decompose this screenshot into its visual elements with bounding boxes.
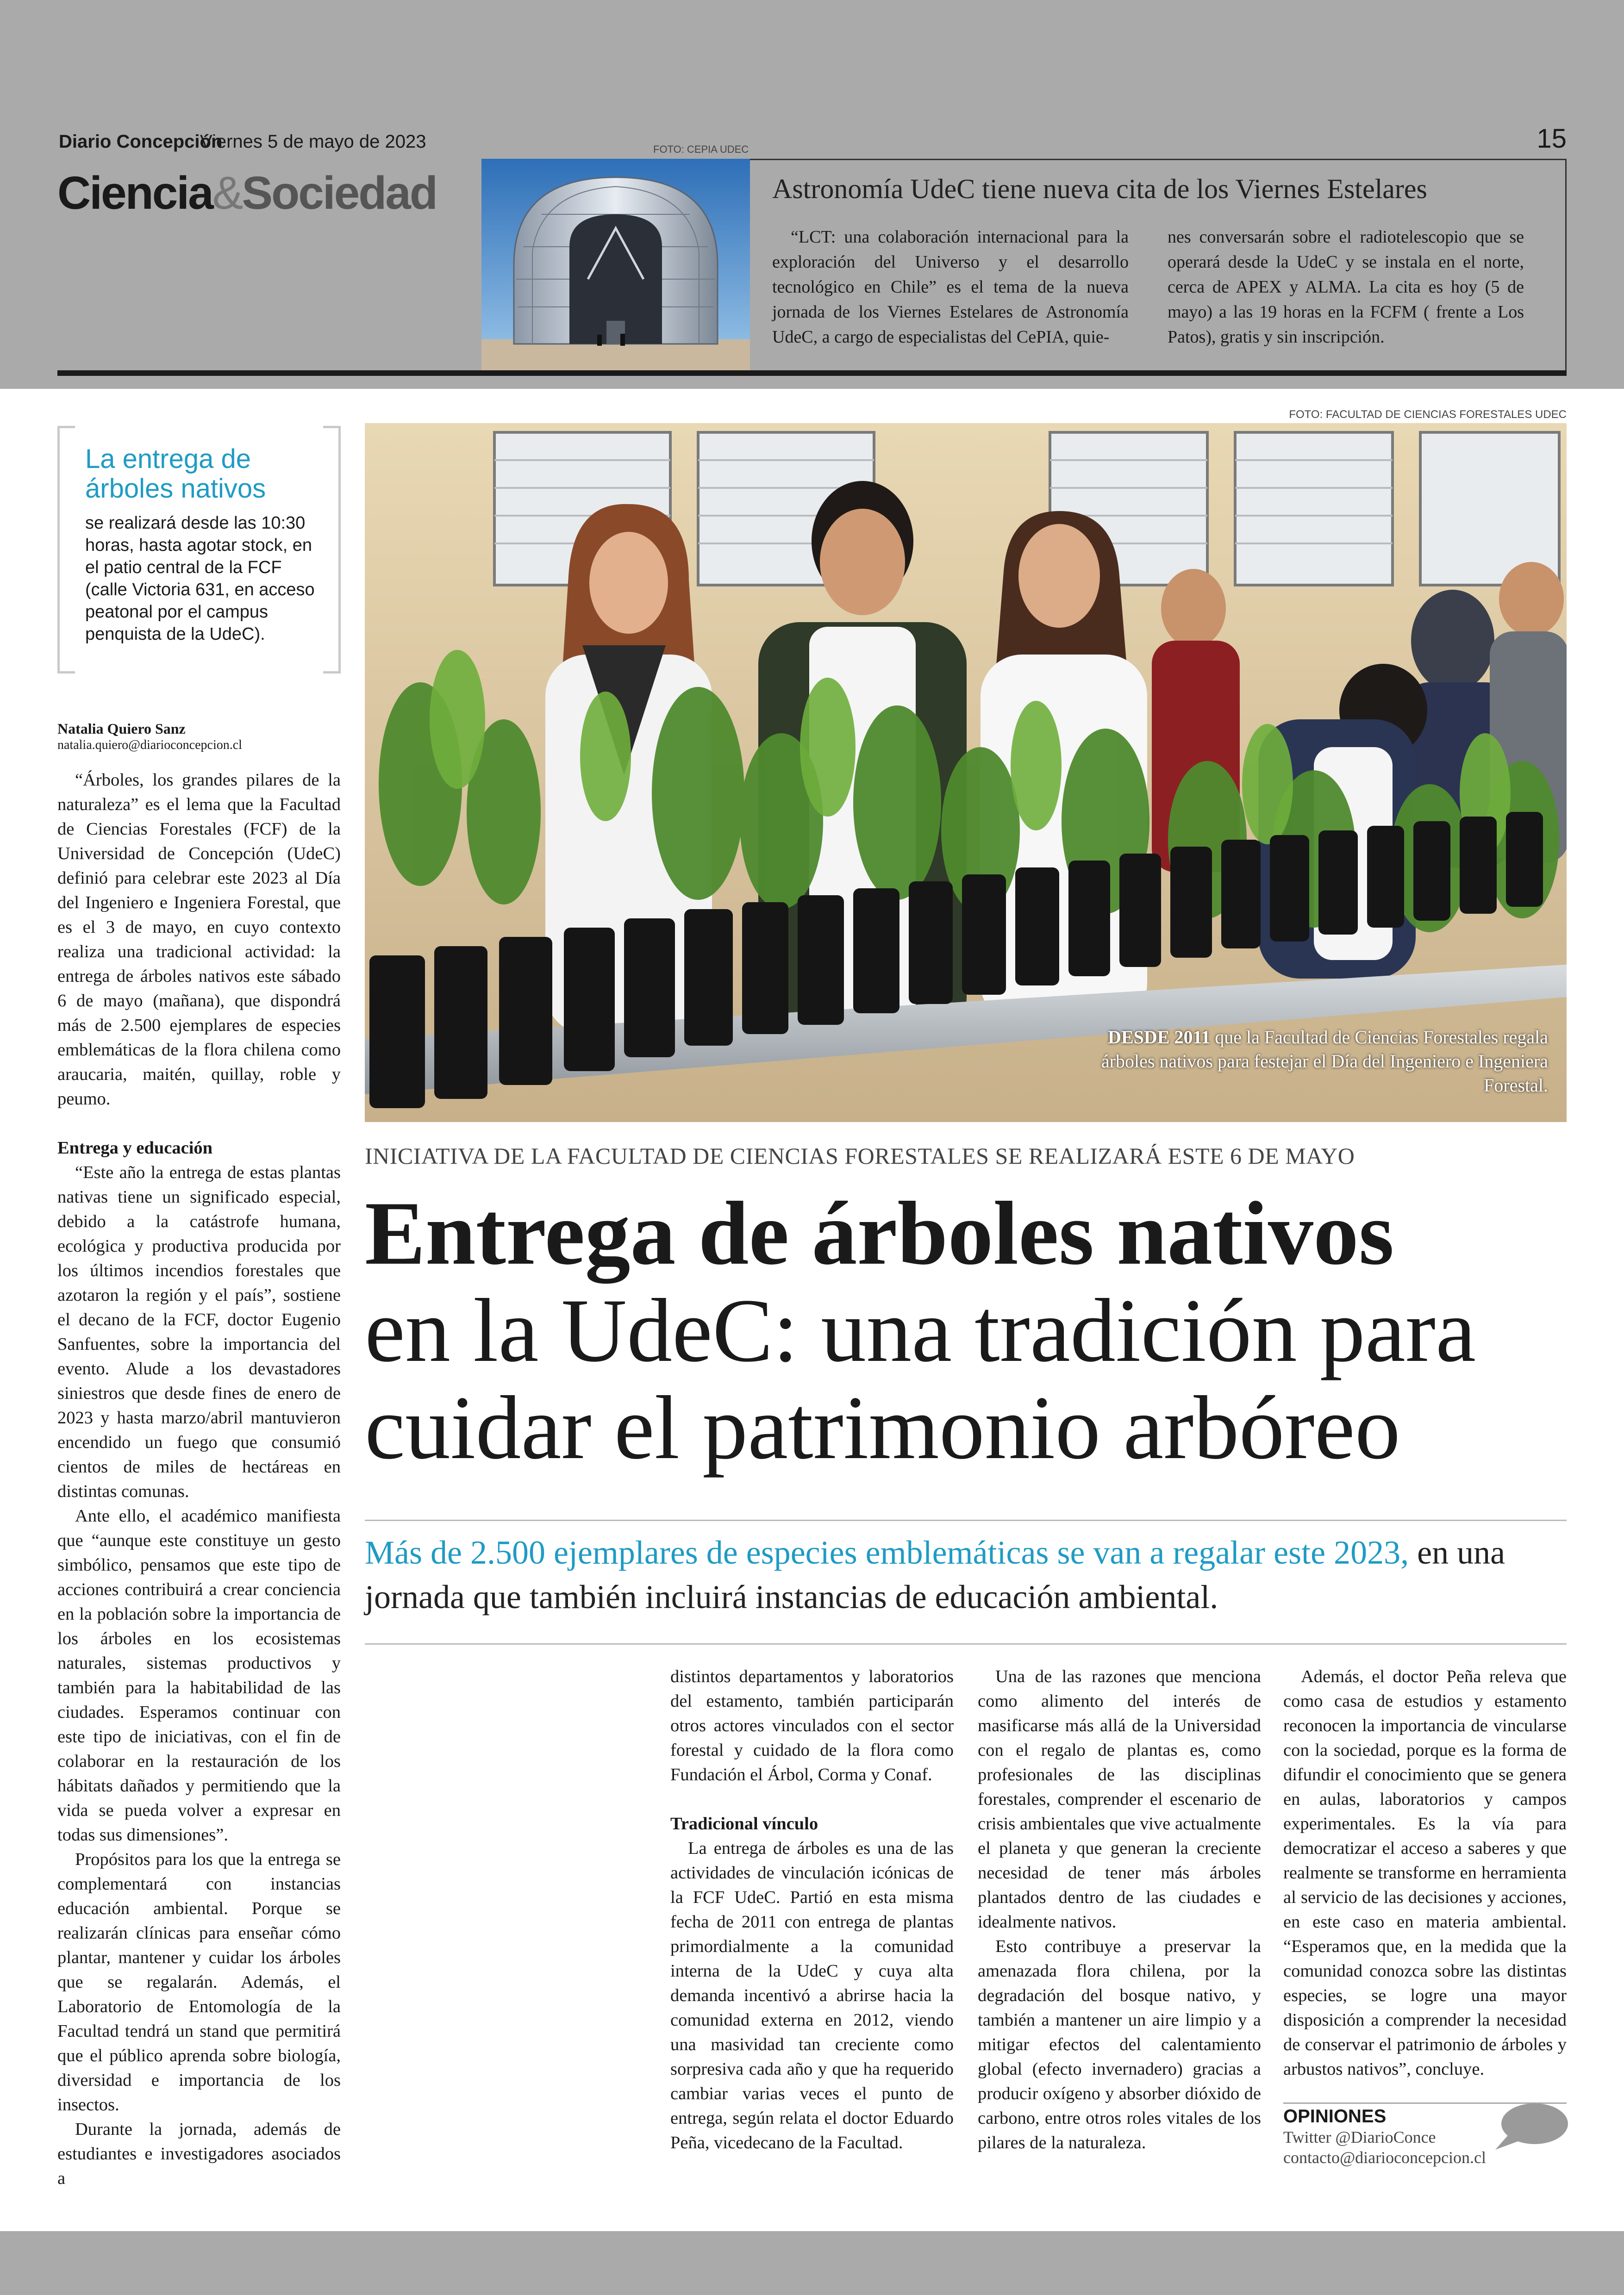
info-box [57, 426, 341, 674]
deck-top-rule [365, 1520, 1567, 1521]
brief-title: Astronomía UdeC tiene nueva cita de los Viernes Estelares [772, 174, 1427, 204]
observatory-photo [481, 159, 750, 371]
article-column-4 [1283, 1665, 1567, 2082]
info-box-text: se realizará desde las 10:30 horas, hasta agotar stock, en el patio central de la FCF (calle Victoria 631, en acceso peatonal por el campus penquista de la UdeC). [85, 513, 315, 644]
newspaper-name: Diario Concepción [59, 131, 223, 152]
section-title-part1: Ciencia [57, 167, 212, 219]
info-box-title: La entrega de árboles nativos [85, 444, 266, 504]
opiniones-email: contacto@diarioconcepcion.cl [1283, 2148, 1486, 2167]
photo-caption [1085, 1025, 1548, 1098]
article-column-2 [670, 1665, 954, 2155]
article-deck [365, 1530, 1567, 1619]
article-subhead: Entrega y educación [57, 1138, 213, 1158]
article-paragraph: “Árboles, los grandes pilares de la naturaleza” es el lema que la Facultad de Ciencias Forestales (FCF) de la Universidad de Concepción (UdeC) definió para celebrar este 2023 al Día del Ingeniero e Ingeniera Forestal, que es el 3 de mayo, en cuyo contexto realiza una tradicional actividad: la entrega de árboles nativos este sábado 6 de mayo (mañana), que dispondrá más de 2.500 ejemplares de especies emblemáticas de la flora chilena como araucaria, maitén, quillay, roble y peumo. [57, 770, 341, 1109]
photo-caption-text: que la Facultad de Ciencias Forestales regala árboles nativos para festejar el Día del Ingeniero e Ingeniera Forestal. [1101, 1027, 1548, 1096]
photo-caption-lead: DESDE 2011 [1108, 1027, 1211, 1048]
deck-highlight: Más de 2.500 ejemplares de especies emblemáticas se van a regalar este 2023, [365, 1534, 1409, 1571]
brief-column-2: nes conversarán sobre el radiotelescopio que se operará desde la UdeC y se instala en el norte, cerca de APEX y ALMA. La cita es hoy (5 de mayo) a las 19 horas en la FCFM ( frente a Los Patos), gratis y sin inscripción. [1168, 227, 1524, 347]
brief-photo-credit: FOTO: CEPIA UDEC [653, 143, 749, 155]
article-kicker: INICIATIVA DE LA FACULTAD DE CIENCIAS FORESTALES SE REALIZARÁ ESTE 6 DE MAYO [365, 1143, 1355, 1169]
article-paragraph: distintos departamentos y laboratorios del estamento, también participarán otros actores vinculados con el sector forestal y cuidado de la flora como Fundación el Árbol, Corma y Conaf. [670, 1667, 954, 1784]
issue-date: Viernes 5 de mayo de 2023 [200, 131, 426, 152]
article-paragraph: Una de las razones que menciona como alimento del interés de masificarse más allá de la Universidad con el regalo de plantas es, como profesionales de las disciplinas forestales, comprender el escenario de crisis ambientales que vive actualmente el planeta y que generan la creciente necesidad de tener más árboles plantados dentro de las ciudades e idealmente nativos. [978, 1667, 1261, 1932]
section-title [57, 167, 437, 220]
deck-bottom-rule [365, 1643, 1567, 1645]
article-paragraph: “Este año la entrega de estas plantas nativas tiene un significado especial, debido a la catástrofe humana, ecológica y productiva producida por los últimos incendios forestales que azotaron la región y el país”, sostiene el decano de la FCF, doctor Eugenio Sanfuentes, sobre la importancia del evento. Alude a los devastadores siniestros que desde fines de enero de 2023 y hasta marzo/abril mantuvieron encendido un fuego que consumió cientos de miles de hectáreas en distintas comunas. [57, 1163, 341, 1501]
info-box-left-bracket [57, 426, 75, 674]
article-paragraph: Durante la jornada, además de estudiantes e investigadores asociados a [57, 2120, 341, 2188]
article-column-1 [57, 768, 341, 2191]
opiniones-title: OPINIONES [1283, 2106, 1387, 2127]
article-subhead: Tradicional vínculo [670, 1814, 818, 1834]
article-paragraph: Además, el doctor Peña releva que como casa de estudios y estamento reconocen la importancia de vincularse con la sociedad, porque es la forma de difundir el conocimiento que se genera en aulas, laboratorios y campos experimentales. Es la vía para democratizar el acceso a saberes y que realmente se transforme en herramienta al servicio de las decisiones y acciones, en este caso en materia ambiental. “Esperamos que, en la medida que la comunidad conozca sobre las distintas especies, se logre una mayor disposición a comprender la necesidad de conservar el patrimonio de árboles y arbustos nativos”, concluye. [1283, 1667, 1567, 2079]
page-number: 15 [1537, 124, 1567, 154]
article-paragraph: La entrega de árboles es una de las actividades de vinculación icónicas de la FCF UdeC. Partió en esta misma fecha de 2011 con entrega de plantas primordialmente a la comunidad interna de la UdeC y cuya alta demanda incentivó a abrirse hacia la comunidad externa en 2012, viendo una masividad tan creciente como sorpresiva cada año y que ha requerido cambiar varias veces el punto de entrega, según relata el doctor Eduardo Peña, vicedecano de la Facultad. [670, 1839, 954, 2152]
section-title-ampersand: & [212, 167, 242, 219]
headline-line-bold: Entrega de árboles nativos [365, 1183, 1394, 1284]
section-title-part2: Sociedad [242, 167, 437, 219]
article-headline [365, 1185, 1578, 1477]
main-photo-credit: FOTO: FACULTAD DE CIENCIAS FORESTALES UDEC [1289, 408, 1567, 421]
author-email: natalia.quiero@diarioconcepcion.cl [57, 738, 242, 752]
article-paragraph: Esto contribuye a preservar la amenazada flora chilena, por la degradación del bosque nativo, y también a mantener un aire limpio y a mitigar efectos del calentamiento global (efecto invernadero) gracias a producir oxígeno y absorber dióxido de carbono, entre otros roles vitales de los pilares de la naturaleza. [978, 1937, 1261, 2152]
headline-line-rest: en la UdeC: una tradición para cuidar el patrimonio arbóreo [365, 1280, 1476, 1478]
deck-rest: en una jornada que también incluirá instancias de educación ambiental. [365, 1534, 1505, 1615]
article-paragraph: Ante ello, el académico manifiesta que “aunque este constituye un gesto simbólico, pensamos que este tipo de acciones contribuirá a crear conciencia en la población sobre la importancia de los árboles en los ecosistemas naturales, sistemas productivos y también para la habitabilidad de las ciudades. Esperamos continuar con este tipo de iniciativas, con el fin de colaborar en la restauración de los hábitats dañados y permitiendo que la vida se pueda volver a expresar en todas sus dimensiones”. [57, 1506, 341, 1845]
article-paragraph: Propósitos para los que la entrega se complementará con instancias educación ambiental. Porque se realizarán clínicas para enseñar cómo plantar, mantener y cuidar los árboles que se regalarán. Además, el Laboratorio de Entomología de la Facultad tendrá un stand que permitirá que el público aprenda sobre biología, diversidad e importancia de los insectos. [57, 1850, 341, 2114]
article-column-3 [978, 1665, 1261, 2155]
author-name: Natalia Quiero Sanz [57, 720, 186, 737]
header-divider [57, 370, 1567, 376]
speech-bubble-icon [1491, 2102, 1569, 2152]
brief-column-1: “LCT: una colaboración internacional para la exploración del Universo y el desarrollo tecnológico en Chile” es el tema de la nueva jornada de los Viernes Estelares de Astronomía UdeC, a cargo de especialistas del CePIA, quie- [772, 227, 1129, 347]
opiniones-twitter: Twitter @DiarioConce [1283, 2128, 1436, 2146]
students-with-saplings-photo [365, 423, 1567, 1122]
